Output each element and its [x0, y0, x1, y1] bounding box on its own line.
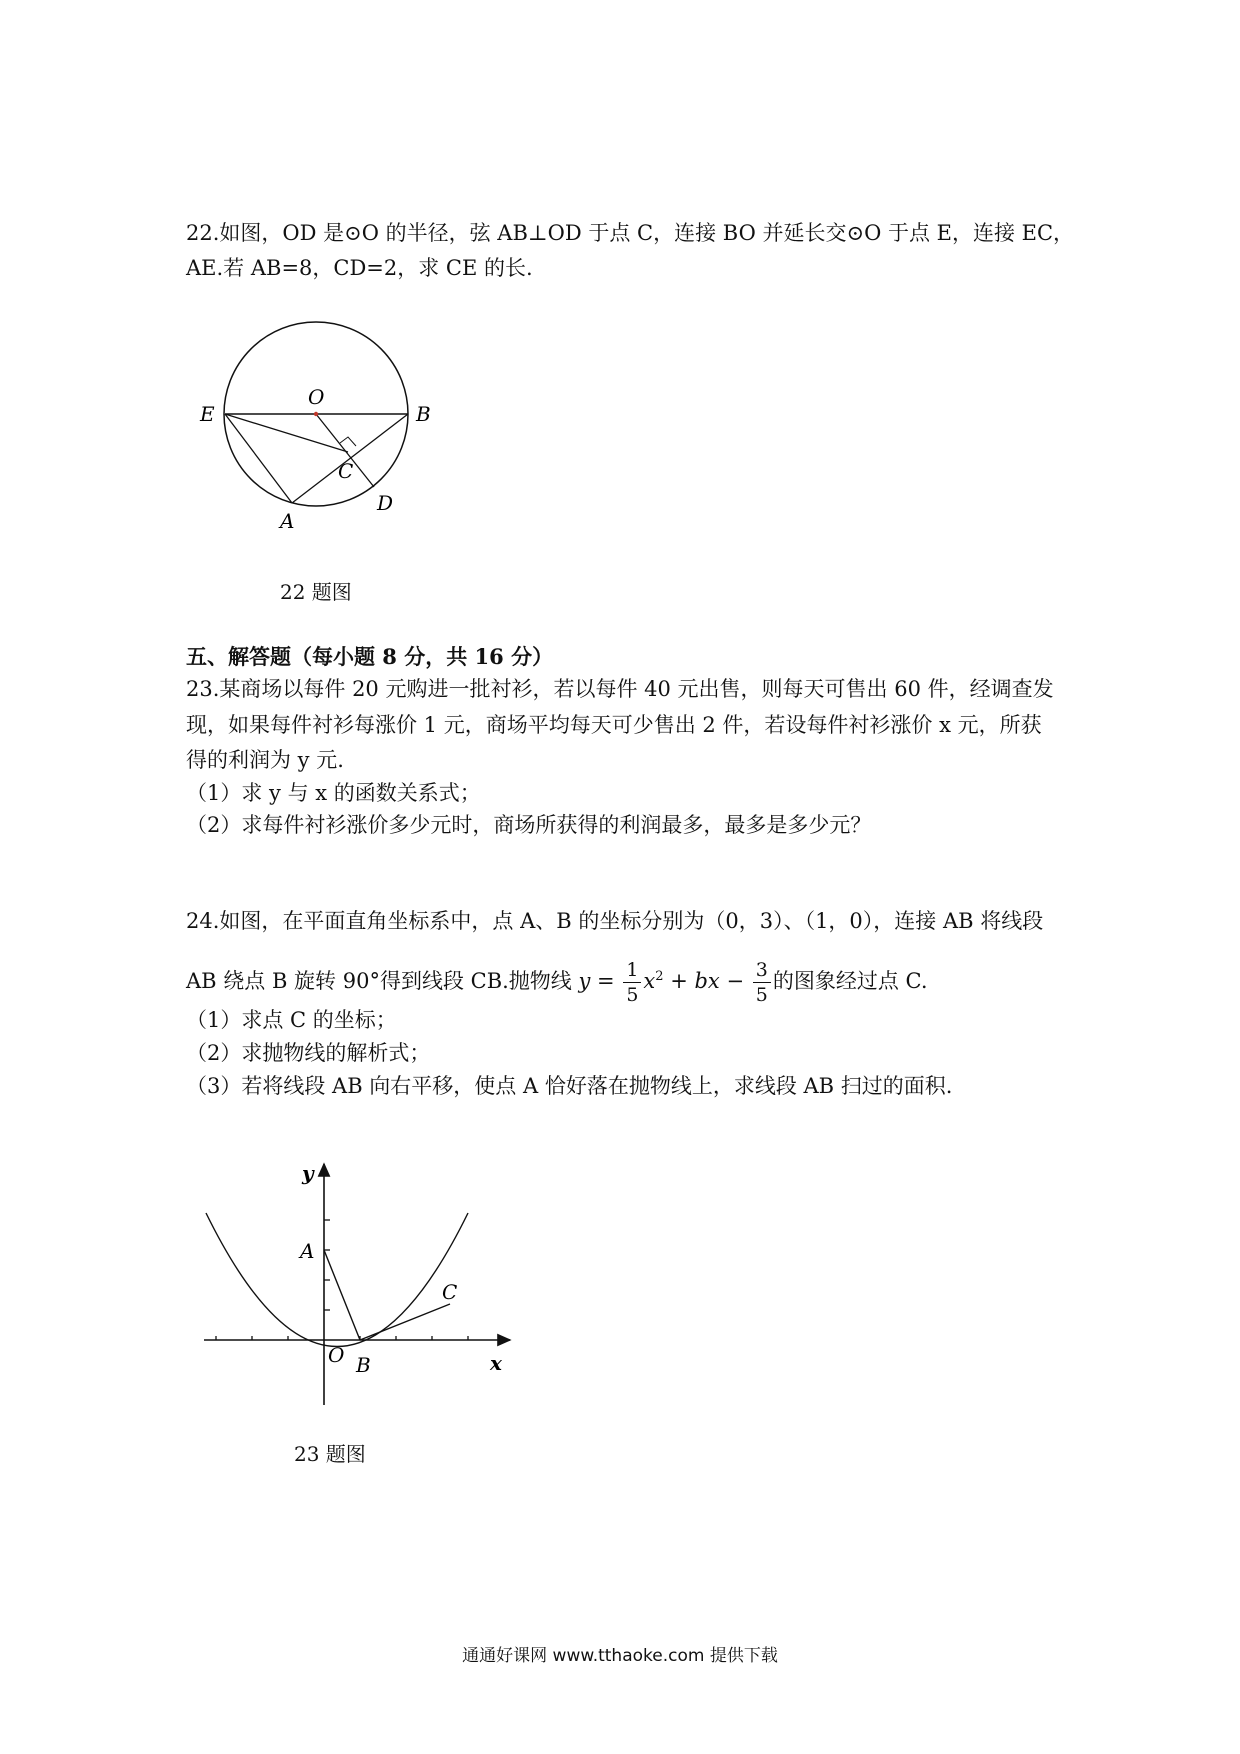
- q24-part-1: （1）求点 C 的坐标；: [186, 1008, 397, 1032]
- eq-fraction-2: [753, 958, 771, 1006]
- eq-y: y: [578, 969, 591, 993]
- footer-credit: 通通好课网 www.tthaoke.com 提供下载: [462, 1646, 778, 1666]
- eq-bx: bx: [694, 969, 720, 993]
- label-d: D: [377, 491, 394, 515]
- q23-line-1: 23.某商场以每件 20 元购进一批衬衫，若以每件 40 元出售，则每天可售出 60 件，经调查发: [186, 677, 1054, 701]
- q22-line-1: 22.如图，OD 是⊙O 的半径，弦 AB⊥OD 于点 C，连接 BO 并延长交⊙O 于点 E，连接 EC，: [186, 221, 1075, 245]
- label-y: y: [302, 1161, 314, 1185]
- label-c: C: [338, 459, 354, 483]
- label-e: E: [200, 402, 215, 426]
- q22-line-2: AE.若 AB=8，CD=2，求 CE 的长.: [186, 256, 533, 280]
- q24-line-2-start: AB 绕点 B 旋转 90°得到线段 CB.抛物线: [186, 969, 579, 993]
- eq-fraction-1-num: 1: [623, 961, 641, 983]
- eq-fraction-2-den: 5: [755, 983, 768, 1006]
- label-o: O: [328, 1343, 345, 1367]
- label-c: C: [442, 1280, 458, 1304]
- y-ticks: [324, 1220, 330, 1310]
- q24-line-2: [186, 947, 928, 1011]
- right-angle-mark: [340, 437, 356, 446]
- eq-plus: +: [663, 969, 695, 993]
- q24-line-1: 24.如图，在平面直角坐标系中，点 A、B 的坐标分别为（0，3）、（1，0），连接 AB 将线段: [186, 909, 1044, 933]
- label-b: B: [356, 1353, 371, 1377]
- q24-coordinate-figure: [190, 1150, 530, 1420]
- q24-line-2-end: 的图象经过点 C.: [772, 969, 928, 993]
- q24-part-2: （2）求抛物线的解析式；: [186, 1041, 431, 1065]
- q24-part-3: （3）若将线段 AB 向右平移，使点 A 恰好落在抛物线上，求线段 AB 扫过的面积.: [186, 1074, 953, 1098]
- label-b: B: [416, 402, 431, 426]
- segment-ab: [324, 1250, 360, 1340]
- label-a: A: [300, 1239, 315, 1263]
- parabola: [206, 1213, 468, 1347]
- q23-part-2: （2）求每件衬衫涨价多少元时，商场所获得的利润最多，最多是多少元？: [186, 813, 872, 837]
- eq-fraction-1: [623, 958, 641, 1006]
- eq-fraction-2-num: 3: [753, 961, 771, 983]
- label-a: A: [280, 509, 295, 533]
- label-x: x: [490, 1351, 502, 1375]
- q22-caption: 22 题图: [280, 580, 352, 604]
- eq-exponent: 2: [655, 969, 664, 984]
- segment-bc: [360, 1304, 450, 1340]
- segment-ec: [225, 414, 348, 452]
- q23-part-1: （1）求 y 与 x 的函数关系式；: [186, 781, 481, 805]
- eq-x: x: [643, 969, 656, 993]
- center-dot: [314, 412, 318, 416]
- eq-fraction-1-den: 5: [626, 983, 639, 1006]
- eq-minus: −: [719, 969, 751, 993]
- section-5-heading: 五、解答题（每小题 8 分，共 16 分）: [186, 644, 554, 669]
- eq-equals: =: [590, 969, 622, 993]
- q23-line-3: 得的利润为 y 元.: [186, 748, 344, 772]
- label-o: O: [308, 385, 325, 409]
- q22-circle-figure: [190, 310, 460, 540]
- q24-caption: 23 题图: [294, 1442, 366, 1466]
- q23-line-2: 现，如果每件衬衫每涨价 1 元，商场平均每天可少售出 2 件，若设每件衬衫涨价 x 元，所获: [186, 713, 1042, 737]
